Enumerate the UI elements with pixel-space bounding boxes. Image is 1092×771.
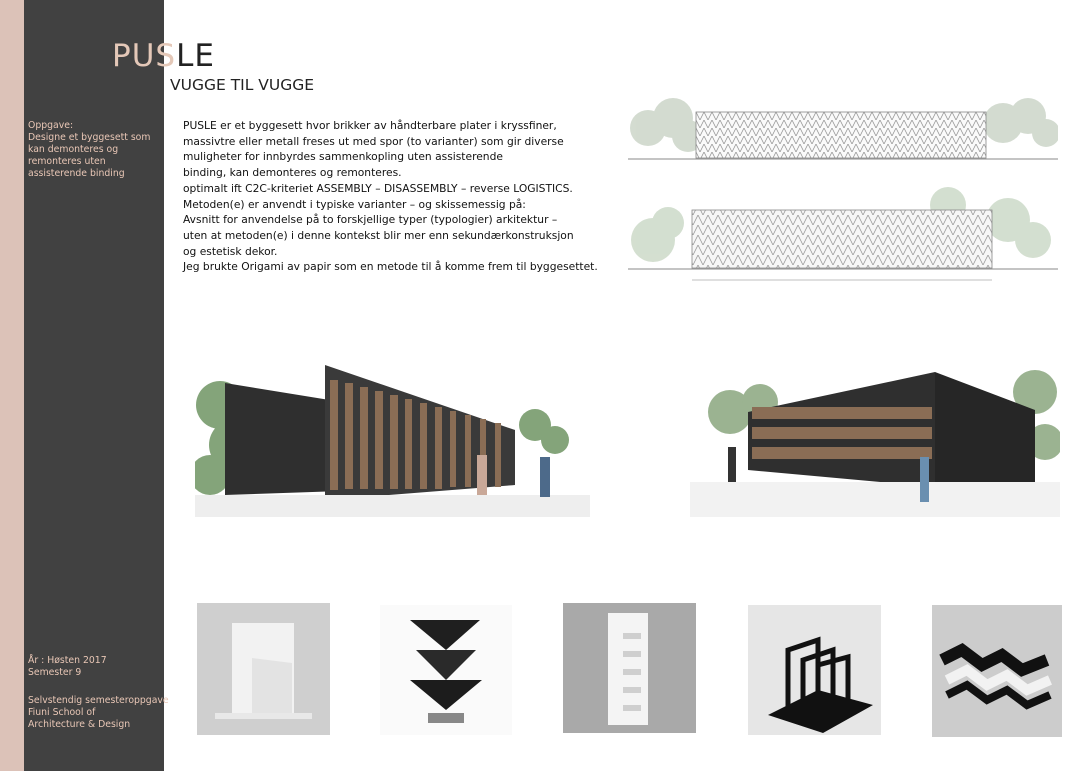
task-description: Oppgave: Designe et byggesett som kan demonteres og remonteres uten assisterende binding (28, 120, 151, 179)
building-rendering-2 (690, 352, 1060, 517)
title-part-2: LE (176, 38, 215, 74)
description-line: binding, kan demonteres og remonteres. (183, 166, 402, 180)
elevation-drawing-2 (628, 185, 1058, 290)
description-line: Avsnitt for anvendelse på to forskjellige typer (typologier) arkitektur – (183, 213, 558, 227)
description-line: Jeg brukte Origami av papir som en metode til å komme frem til byggesettet. (183, 260, 598, 274)
description-text (183, 118, 603, 275)
school-info: Selvstendig semesteroppgave Fiuni School of Architecture & Design (28, 695, 169, 730)
description-line: Metoden(e) er anvendt i typiske varianter – og skissemessig på: (183, 197, 526, 211)
page-title (112, 38, 215, 74)
description-line: optimalt ift C2C-kriteriet ASSEMBLY – DISASSEMBLY – reverse LOGISTICS. (183, 181, 573, 195)
page-subtitle: VUGGE TIL VUGGE (170, 76, 315, 94)
origami-photo-4 (748, 605, 881, 735)
building-rendering-1 (195, 335, 590, 517)
origami-photo-2 (380, 605, 512, 735)
description-line: og estetisk dekor. (183, 244, 278, 258)
description-line: PUSLE er et byggesett hvor brikker av håndterbare plater i kryssfiner, (183, 119, 557, 132)
origami-photo-5 (932, 605, 1062, 737)
description-line: uten at metoden(e) i denne kontekst blir mer enn sekundærkonstruksjon (183, 228, 574, 242)
elevation-drawing-1 (628, 88, 1058, 163)
semester-info: År : Høsten 2017 Semester 9 (28, 655, 107, 678)
origami-photo-3 (563, 603, 696, 733)
description-line: muligheter for innbyrdes sammenkopling uten assisterende (183, 150, 503, 164)
accent-strip (0, 0, 24, 771)
title-part-1: PUS (112, 38, 177, 74)
description-line: massivtre eller metall freses ut med spor (to varianter) som gir diverse (183, 134, 564, 148)
origami-photo-1 (197, 603, 330, 735)
